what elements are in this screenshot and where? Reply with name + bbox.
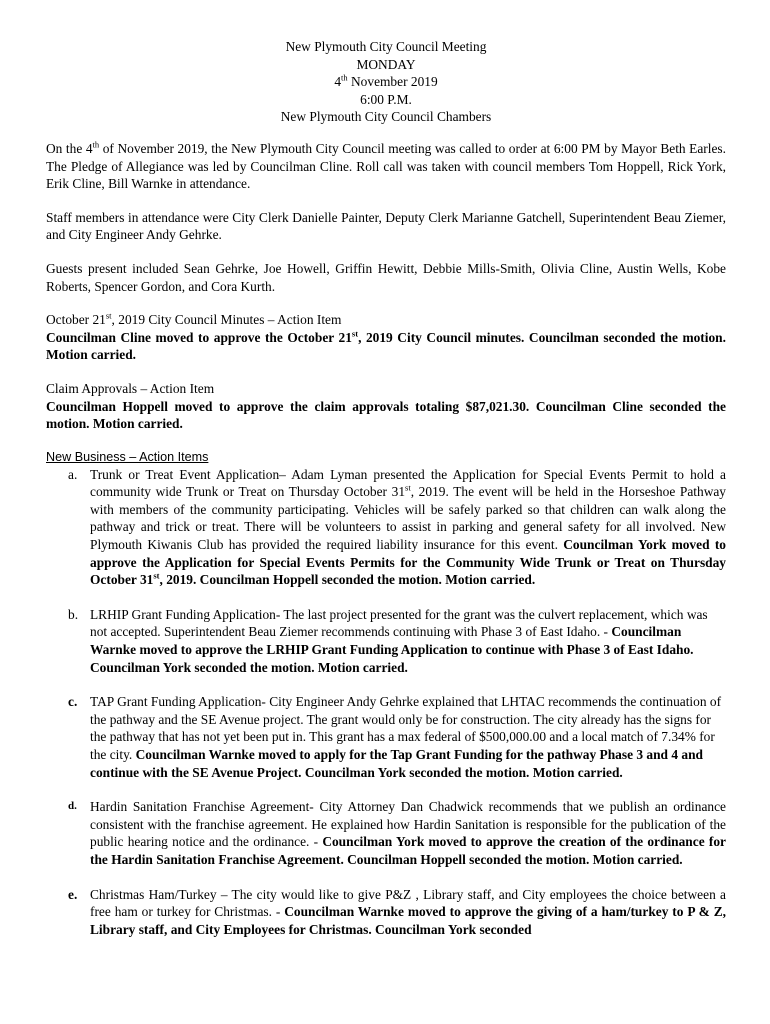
list-marker: a. [68, 466, 78, 482]
document-page [46, 38, 726, 955]
list-marker: d. [68, 800, 77, 813]
list-item: e. Christmas Ham/Turkey – The city would like to give P&Z , Library staff, and City employees the choice between a free ham or turkey for Christmas. - Councilman Warnke moved to approve the giving of a ham/turkey to P & Z, Library staff, and City Employees for Christmas. Councilman York seconded [68, 886, 726, 937]
list-item: c. TAP Grant Funding Application- City Engineer Andy Gehrke explained that LHTAC recommends the continuation of the pathway and the SE Avenue project. The grant would only be for construction. The city already has the signs for the pathway that has not yet been put in. This grant has a max federal of $500,000.00 and a local match of 7.34% for the city. Councilman Warnke moved to apply for the Tap Grant Funding for the pathway Phase 3 and 4 and continue with the SE Avenue Project. Councilman York seconded the motion. Motion carried. [68, 694, 722, 780]
header-time: 6:00 P.M. [360, 91, 412, 107]
header-title: New Plymouth City Council Meeting [285, 39, 487, 54]
minutes-title: October 21st, 2019 City Council Minutes – Action Item [46, 310, 342, 328]
list-item: a. Trunk or Treat Event Application– Adam Lyman presented the Application for Special Events Permit to hold a community wide Trunk or Treat on Thursday October 31st, 2019. The event will be held in the Horseshoe Pathway with members of the community participating. Vehicles will be safely parked so that children can walk along the pathway and trick or treat. There will be volunteers to assist in parking and general safety for all involved. New Plymouth Kiwanis Club has provided the required liability insurance for this event. Councilman York moved to approve the Application for Special Events Permits for the Community Wide Trunk or Treat on Thursday October 31st, 2019. Councilman Hoppell seconded the motion. Motion carried. [68, 466, 727, 588]
list-marker: e. [68, 886, 78, 902]
minutes-section [46, 311, 726, 364]
meeting-header [46, 38, 726, 126]
staff-paragraph: Staff members in attendance were City Clerk Danielle Painter, Deputy Clerk Marianne Gatchell, Superintendent Beau Ziemer, and City Engineer Andy Gehrke. [46, 209, 726, 243]
intro-paragraph: On the 4th of November 2019, the New Plymouth City Council meeting was called to order at 6:00 PM by Mayor Beth Earles. The Pledge of Allegiance was led by Councilman Cline. Roll call was taken with council members Tom Hoppell, Rick York, Erik Cline, Bill Warnke in attendance. [46, 139, 726, 192]
minutes-motion: Councilman Cline moved to approve the October 21st, 2019 City Council minutes. Councilman seconded the motion. Motion carried. [46, 328, 726, 363]
new-business-title: New Business – Action Items [46, 449, 209, 464]
header-date: 4th November 2019 [334, 72, 438, 90]
list-item: d. Hardin Sanitation Franchise Agreement- City Attorney Dan Chadwick recommends that we publish an ordinance consistent with the franchise agreement. He explained how Hardin Sanitation is responsible for the publication of the public hearing notice and the ordinance. - Councilman York moved to approve the creation of the ordinance for the Hardin Sanitation Franchise Agreement. Councilman Hoppell seconded the motion. Motion carried. [68, 799, 726, 867]
guests-paragraph: Guests present included Sean Gehrke, Joe Howell, Griffin Hewitt, Debbie Mills-Smith, Olivia Cline, Austin Wells, Kobe Roberts, Spencer Gordon, and Cora Kurth. [46, 260, 726, 294]
header-location: New Plymouth City Council Chambers [280, 109, 492, 125]
list-item: b. LRHIP Grant Funding Application- The last project presented for the grant was the culvert replacement, which was not accepted. Superintendent Beau Ziemer recommends continuing with Phase 3 of East Idaho. - Councilman Warnke moved to approve the LRHIP Grant Funding Application to continue with Phase 3 of East Idaho. Councilman York seconded the motion. Motion carried. [68, 606, 708, 675]
list-marker: c. [68, 694, 78, 710]
claims-title: Claim Approvals – Action Item [46, 380, 215, 396]
header-day: MONDAY [356, 56, 416, 72]
claims-section [46, 380, 726, 433]
claims-motion: Councilman Hoppell moved to approve the claim approvals totaling $87,021.30. Councilman Cline seconded the motion. Motion carried. [46, 398, 726, 432]
list-marker: b. [68, 606, 79, 622]
new-business-list [46, 466, 726, 939]
